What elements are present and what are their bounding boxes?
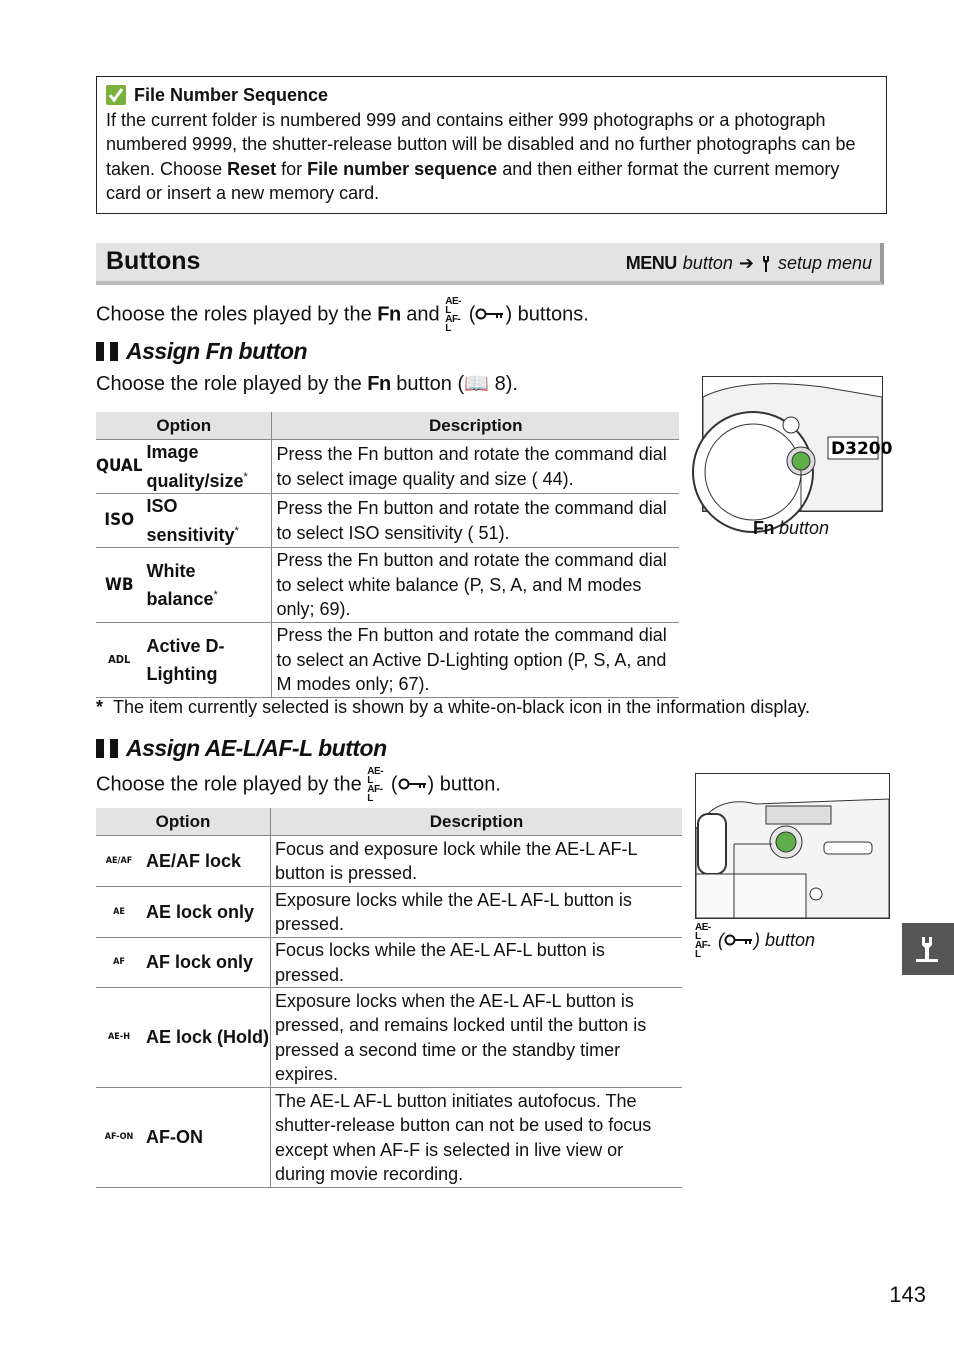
table-row: AE AE lock only Exposure locks while the AE-L AF-L button is pressed. xyxy=(96,887,682,938)
assign-fn-table xyxy=(96,412,679,698)
table-row: QUAL Image quality/size* Press the Fn button and rotate the command dial to select image quality and size ( 44). xyxy=(96,440,679,494)
menu-label: MENU xyxy=(625,253,677,273)
intro-text: Choose the roles played by the Fn and AE-L AF-L ( ) buttons. xyxy=(96,296,589,334)
setup-menu-tab-icon xyxy=(902,923,954,975)
note-body: If the current folder is numbered 999 and contains either 999 photographs or a photograph numbered 9999, the shutter-release button will be disabled and no further photographs can be taken. Choose Reset for File number sequence and then either format the current memory card or insert a new memory card. xyxy=(106,109,856,203)
wrench-icon xyxy=(760,255,772,273)
menu-path: MENU button ➔ setup menu xyxy=(625,253,872,273)
book-icon: 📖 xyxy=(464,373,490,395)
column-header-description: Description xyxy=(272,412,679,440)
checkmark-icon xyxy=(106,85,126,105)
assign-ael-heading: Assign AE-L/AF-L button xyxy=(96,735,387,762)
note-title: File Number Sequence xyxy=(106,83,877,108)
page-number: 143 xyxy=(889,1282,926,1307)
ae-af-lock-icon: AE/AF xyxy=(96,836,142,887)
table-row: AF AF lock only Focus locks while the AE-L AF-L button is pressed. xyxy=(96,938,682,988)
ael-icon: AE-L AF-L xyxy=(445,296,461,334)
fn-button-figure xyxy=(702,376,893,512)
ae-lock-icon: AE xyxy=(96,887,142,938)
footnote: * The item currently selected is shown by a white-on-black icon in the information display. xyxy=(96,697,811,717)
column-header-option: Option xyxy=(96,808,271,836)
column-header-description: Description xyxy=(271,808,683,836)
svg-text:D3200: D3200 xyxy=(831,439,893,459)
table-row: AE-H AE lock (Hold) Exposure locks when the AE-L AF-L button is pressed, and remains locked until the button is pressed a second time or the standby timer expires. xyxy=(96,988,682,1088)
section-title: Buttons xyxy=(106,247,201,275)
ael-icon: AE-L AF-L xyxy=(367,766,384,804)
white-balance-icon: WB xyxy=(96,548,142,623)
key-icon xyxy=(724,930,754,950)
active-d-lighting-icon: ADL xyxy=(96,623,142,698)
ael-button-figure xyxy=(695,773,890,919)
table-row: ADL Active D-Lighting Press the Fn button and rotate the command dial to select an Active D-Lighting option (P, S, A, and M modes only; 67). xyxy=(96,623,679,698)
af-lock-icon: AF xyxy=(96,938,142,988)
fn-figure-caption: Fn button xyxy=(753,518,830,538)
table-row: ISO ISO sensitivity* Press the Fn button and rotate the command dial to select ISO sensitivity ( 51). xyxy=(96,494,679,548)
arrow-icon: ➔ xyxy=(738,253,754,273)
af-on-icon: AF-ON xyxy=(96,1088,142,1188)
note-box xyxy=(96,76,887,214)
assign-fn-text: Choose the role played by the Fn button (📖 8). xyxy=(96,373,518,395)
assign-fn-heading: Assign Fn button xyxy=(96,338,307,365)
assign-ael-text: Choose the role played by the AE-L AF-L ( ) button. xyxy=(96,766,501,804)
column-header-option: Option xyxy=(96,412,272,440)
key-icon xyxy=(475,303,505,325)
ae-hold-icon: AE-H xyxy=(96,988,142,1088)
table-row: WB White balance* Press the Fn button and rotate the command dial to select white balance (P, S, A, and M modes only; 69). xyxy=(96,548,679,623)
iso-icon: ISO xyxy=(96,494,142,548)
ael-figure-caption: AE-L AF-L ( ) button xyxy=(695,922,816,960)
quality-icon: QUAL xyxy=(96,440,142,494)
table-row: AE/AF AE/AF lock Focus and exposure lock while the AE-L AF-L button is pressed. xyxy=(96,836,682,887)
section-header xyxy=(96,243,884,285)
table-row: AF-ON AF-ON The AE-L AF-L button initiates autofocus. The shutter-release button can not be used to focus except when AF-F is selected in live view or during movie recording. xyxy=(96,1088,682,1188)
assign-ael-table xyxy=(96,808,682,1188)
key-icon xyxy=(398,773,428,795)
